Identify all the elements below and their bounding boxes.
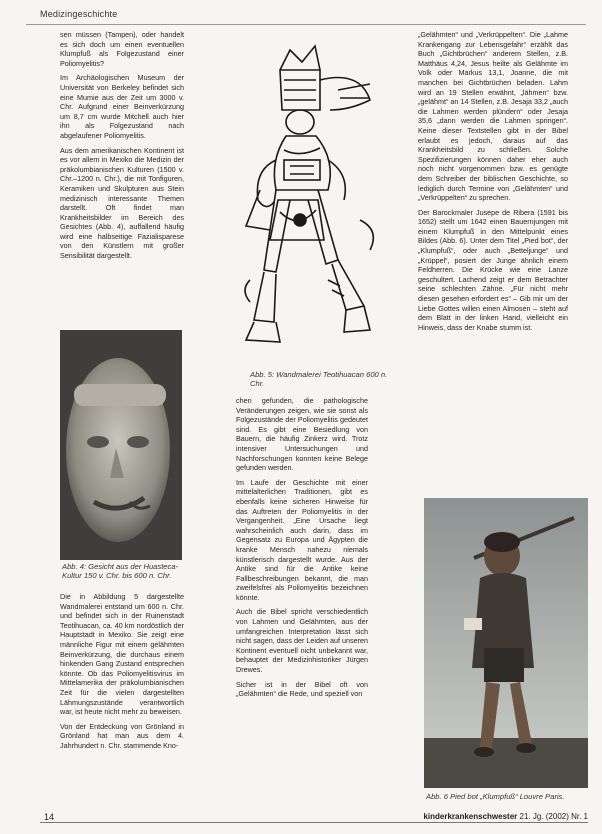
- boy-painting-icon: [424, 498, 588, 788]
- aztec-figure-drawing-icon: [220, 40, 390, 360]
- figure-5-drawing: [220, 40, 390, 360]
- figure-6-caption: Abb. 6 Pied bot „Klumpfuß“ Louvre Paris.: [426, 792, 565, 801]
- paragraph: Im Laufe der Geschichte mit einer mittelalterlichen Traditionen, gibt es ebenfalls keine sicheren Hinweise für das Auftreten der Poliomyelitis in der Vergangenheit. „Eine Ursache liegt wahrscheinlich auch darin, dass im Gegensatz zu Europa und Ägypten die kranke Mensch nahezu niemals künstlerisch dargestellt wurde. Aus der Antike sind für die Antike keine Fallbeschreibungen bekannt, die man zweifelsfrei als Poliomyelitis bezeichnen könnte.: [236, 477, 368, 602]
- figure-5-caption: Abb. 5: Wandmalerei Teotihuacan 600 n. Chr.: [250, 370, 388, 388]
- paragraph: chen gefunden, die pathologische Veränderungen zeigen, wie sie sonst als Folgezustände der Poliomyelitis gedeutet sind. Es gibt eine Besiedlung von Bauern, die häufig Zinkerz wird. Trotz intensiver Untersuchungen und Nachforschungen konnten keine Belege gefunden werden.: [236, 396, 368, 473]
- page-number: 14: [44, 812, 55, 822]
- paragraph: sen müssen (Tampen), oder handelt es sich doch um einen eventuellen Klumpfuß als Folgezustand einer Poliomyelitis?: [60, 30, 184, 68]
- journal-name: [423, 812, 588, 821]
- paragraph: Von der Entdeckung von Grönland in Grönland hat man aus dem 4. Jahrhundert n. Chr. stammende Kno-: [60, 721, 184, 750]
- column-2: [236, 396, 368, 704]
- journal-title: kinderkrankenschwester: [423, 812, 518, 821]
- figure-4-photo: [60, 330, 182, 560]
- section-title: Medizingeschichte: [40, 9, 118, 19]
- paragraph: Sicher ist in der Bibel oft von „Gelähmten“ die Rede, und speziell von: [236, 679, 368, 699]
- journal-issue: 21. Jg. (2002) Nr. 1: [519, 812, 588, 821]
- paragraph: Der Barockmaler Jusepe de Ribera (1591 bis 1652) stellt um 1642 einen Bauernjungen mit einem Klumpfuß in den Mittelpunkt eines Bildes (Abb. 6). Unter dem Titel „Pied bot“, der „Klumpfuß“, oder auch „Betteljunge“ und „Krüppel“, posiert der Junge ähnlich einem Feldherren. Die Krücke wie eine Lanze geschultert. Lachend zeigt er dem Betrachter seine schlechten Zähne. „Für nicht mehr diesen gesehen erfordert es“ – Gib mir um der Liebe Gottes willen einen Almosen – steht auf dem Blatt in der linken Hand, vielleicht ein Hinweis, dass der Knabe stumm ist.: [418, 207, 568, 332]
- stone-face-sculpture-icon: [60, 330, 182, 560]
- column-1-bottom: [60, 592, 184, 756]
- paragraph: Aus dem amerikanischen Kontinent ist es vor allem in Mexiko die Medizin der präkolumbianischen Kulturen (1500 v. Chr.–1200 n. Chr.), die mit Tonfiguren, Keramiken und Skulpturen aus Stein medizinisch interessante Themen darstellt. Oft findet man Krankheitsbilder im Bereich des Gesichtes (Abb. 4), auffallend häufig wird eine halbseitige Fazialisparese von den Künstlern mit großer Sensibilität dargestellt.: [60, 145, 184, 261]
- footer-rule: [40, 822, 588, 823]
- column-1-top: [60, 30, 184, 266]
- paragraph: Im Archäologischen Museum der Universität von Berkeley befindet sich eine Mumie aus der Zeit um 3000 v. Chr. Aufgrund einer Beinverkürzung um 8,7 cm wurde Mitchell auch hier ihn als Folgezustand nach abgelaufener Poliomyelitis.: [60, 73, 184, 140]
- paragraph: Auch die Bibel spricht verschiedentlich von Lahmen und Gelähmten, aus der umfangreichen Interpretation lässt sich nicht sagen, dass der Leiden auf unseren Kontinent eventuell nicht unbekannt war, behauptet der Medizinhistoriker Jürgen Drewes.: [236, 607, 368, 675]
- column-3: [418, 30, 568, 337]
- figure-4-caption: Abb. 4: Gesicht aus der Huasteca-Kultur 150 v. Chr. bis 600 n. Chr.: [62, 562, 179, 580]
- figure-6-painting: [424, 498, 588, 788]
- paragraph: Die in Abbildung 5 dargestellte Wandmalerei entstand um 600 n. Chr. und befindet sich in der Ruinenstadt Teotihuacan, ca. 40 km nordöstlich der Hauptstadt in Mexiko. Sie zeigt eine männliche Figur mit einem gelähmten Beinverkürzung, die durchaus einem hinkenden Gang Zustand entsprechen könnte. Ob das Poliomyelitisvirus im Mittelamerika der präkolumbianischen Zeit für die vielen dargestellten Lähmungszustände verantwortlich war, ist heute nicht mehr zu beweisen.: [60, 592, 184, 717]
- paragraph: „Gelähmten“ und „Verkrüppelten“. Die „Lahme Krankengang zur Lebensgefahr“ erzählt das Buch „Gichtbrüchen“ anderem Stellen, z.B. Matthäus 4,24, Jesus heilte als Gelähmte im Volk oder Markus 13,1, Joanne, die mit manchen bei Gichtbrüchen beladen. Lahm wird an 19 Stellen erwähnt, „lähmen“ bzw. „gelähmt“ an 14 Stellen, z.B. Jesaja 33,2 „auch die Lahmen werden plündern“ oder Jesaja 35,6 „dann werden die Lahmen springen“. Keine dieser Textstellen gibt in der Bibel erlaubt es jedoch, daraus auf das Krankheitsbild zu schließen. Solche Spezifizierungen können daher eher auch noch nicht vorgenommen bzw. es genügte dem Schreiber der biblischen Geschichte, so lediglich durch Termine von „Gelähmten“ und „Verkrüppelten“ zu sprechen.: [418, 30, 568, 203]
